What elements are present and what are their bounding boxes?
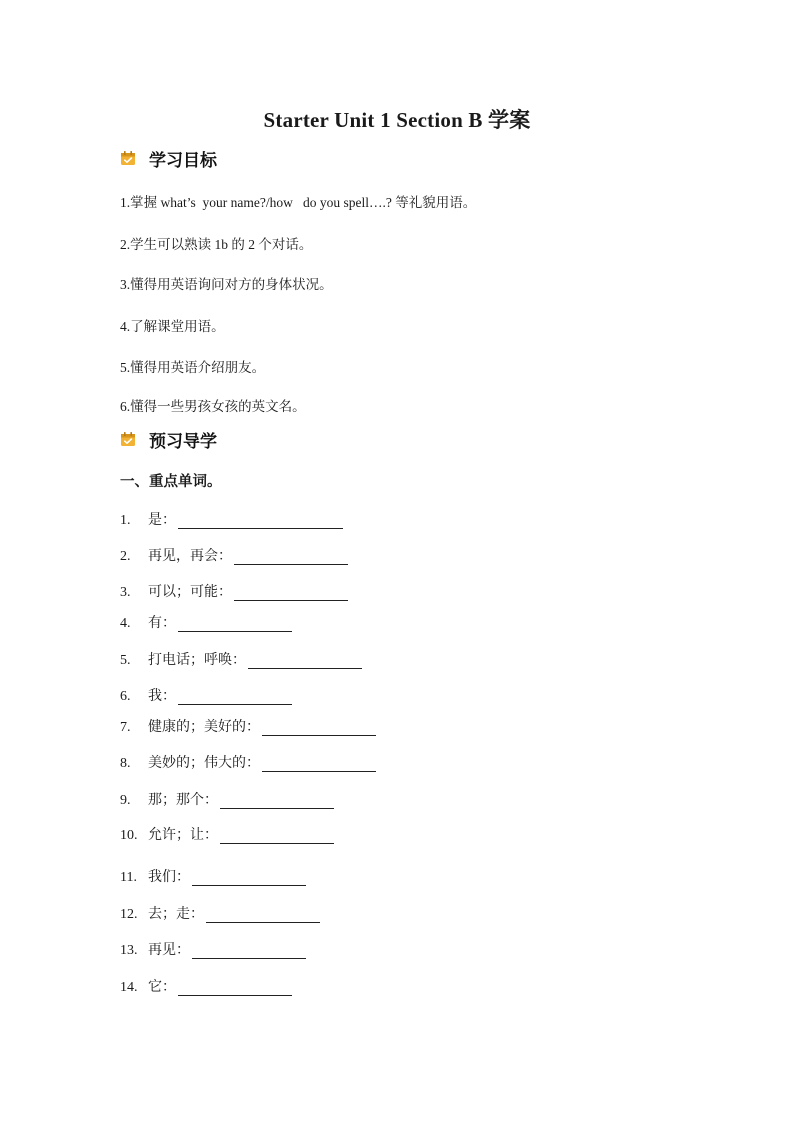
vocab-number: 4. — [120, 616, 131, 631]
vocab-prompt: 健康的；美好的： — [148, 720, 260, 735]
answer-blank[interactable] — [206, 908, 320, 923]
vocab-item — [120, 866, 306, 886]
vocab-item — [120, 789, 334, 809]
vocab-prompt: 可以；可能： — [148, 585, 232, 600]
vocab-prompt: 那；那个： — [148, 793, 218, 808]
preview-heading-label: 预习导学 — [149, 431, 217, 452]
vocab-number: 6. — [120, 689, 131, 704]
vocab-number: 10. — [120, 828, 138, 843]
vocab-number: 8. — [120, 756, 131, 771]
answer-blank[interactable] — [178, 617, 292, 632]
answer-blank[interactable] — [220, 794, 334, 809]
answer-blank[interactable] — [178, 514, 343, 529]
vocab-number: 11. — [120, 870, 137, 885]
vocab-prompt: 我： — [148, 689, 176, 704]
vocab-prompt: 再见： — [148, 943, 190, 958]
objective-item: 3.懂得用英语询问对方的身体状况。 — [120, 277, 333, 292]
answer-blank[interactable] — [262, 721, 376, 736]
vocab-prompt: 有： — [148, 616, 176, 631]
vocab-subheading: 一、重点单词。 — [120, 474, 222, 490]
vocab-item — [120, 903, 320, 923]
answer-blank[interactable] — [262, 757, 376, 772]
vocab-item — [120, 685, 292, 705]
calendar-icon — [120, 431, 136, 447]
vocab-prompt: 再见，再会： — [148, 549, 232, 564]
vocab-item — [120, 612, 292, 632]
vocab-number: 7. — [120, 720, 131, 735]
preview-heading — [120, 427, 217, 451]
vocab-prompt: 它： — [148, 980, 176, 995]
vocab-number: 13. — [120, 943, 138, 958]
vocab-item — [120, 581, 348, 601]
vocab-prompt: 允许；让： — [148, 828, 218, 843]
objective-item: 2.学生可以熟读 1b 的 2 个对话。 — [120, 237, 313, 252]
vocab-item — [120, 939, 306, 959]
objective-item: 1.掌握 what’s your name?/how do you spell….? 等礼貌用语。 — [120, 195, 477, 210]
answer-blank[interactable] — [234, 586, 348, 601]
vocab-prompt: 我们： — [148, 870, 190, 885]
answer-blank[interactable] — [178, 981, 292, 996]
vocab-item — [120, 545, 348, 565]
objectives-heading-label: 学习目标 — [149, 150, 217, 171]
answer-blank[interactable] — [178, 690, 292, 705]
answer-blank[interactable] — [192, 871, 306, 886]
vocab-number: 1. — [120, 513, 131, 528]
page-title: Starter Unit 1 Section B 学案 — [263, 108, 531, 132]
vocab-prompt: 美妙的；伟大的： — [148, 756, 260, 771]
objective-item: 6.懂得一些男孩女孩的英文名。 — [120, 399, 306, 414]
vocab-number: 5. — [120, 653, 131, 668]
vocab-prompt: 是： — [148, 513, 176, 528]
vocab-prompt: 打电话；呼唤： — [148, 653, 246, 668]
vocab-number: 14. — [120, 980, 138, 995]
answer-blank[interactable] — [248, 654, 362, 669]
vocab-item — [120, 976, 292, 996]
objective-item: 4.了解课堂用语。 — [120, 319, 225, 334]
vocab-item — [120, 752, 376, 772]
calendar-icon — [120, 150, 136, 166]
vocab-number: 9. — [120, 793, 131, 808]
objectives-heading — [120, 146, 217, 170]
vocab-item — [120, 649, 362, 669]
objective-item: 5.懂得用英语介绍朋友。 — [120, 360, 266, 375]
vocab-item — [120, 509, 343, 529]
answer-blank[interactable] — [234, 550, 348, 565]
vocab-item — [120, 716, 376, 736]
vocab-prompt: 去；走： — [148, 907, 204, 922]
answer-blank[interactable] — [220, 829, 334, 844]
vocab-item — [120, 824, 334, 844]
vocab-number: 3. — [120, 585, 131, 600]
vocab-number: 12. — [120, 907, 138, 922]
answer-blank[interactable] — [192, 944, 306, 959]
vocab-number: 2. — [120, 549, 131, 564]
